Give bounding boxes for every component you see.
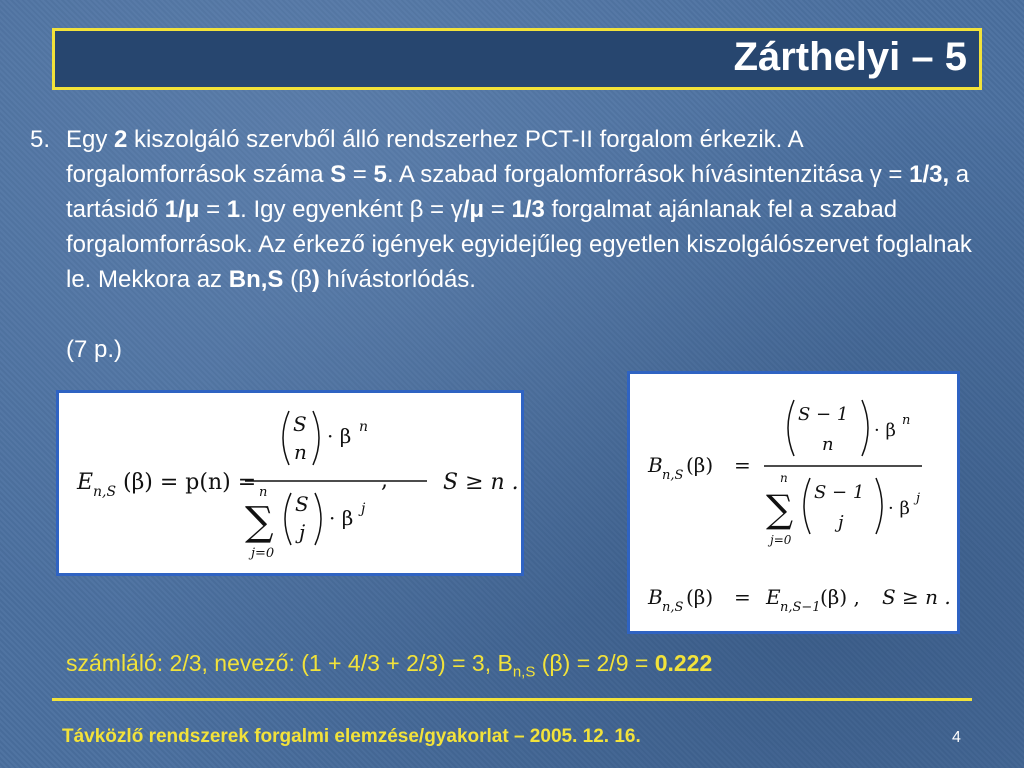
f1-sum-bot: j=0 [251, 546, 275, 561]
f2-top-pow: · β [874, 420, 896, 441]
f2-sum-top: n [780, 471, 788, 485]
f1-lhs: E [77, 470, 94, 495]
f2-line2-rhs-sub: n,S−1 [780, 600, 821, 615]
points-note: (7 p.) [66, 336, 123, 363]
page-number: 4 [952, 729, 961, 746]
f1-bot-upper: S [295, 492, 309, 516]
f1-bot-lower: j [299, 520, 306, 544]
f2-arg: (β) [686, 453, 714, 477]
f1-bot-exp: j [361, 501, 366, 517]
f1-comma: , [381, 468, 388, 493]
problem-number: 5. [30, 126, 51, 153]
answer-line: számláló: 2/3, nevező: (1 + 4/3 + 2/3) = 3, $B_{n,S}$ (β) = 2/9 = 0.222 [66, 650, 713, 681]
f2-line2-rhs: E [766, 585, 781, 609]
f1-arg: (β) = p(n) = [123, 470, 257, 495]
problem-paragraph: Egy 2 kiszolgáló szervből álló rendszerhez PCT-II forgalom érkezik. A forgalomforrások száma S = 5. A szabad forgalomforrások hívásintenzitása γ = 1/3, a tartásidő 1/μ = 1. Igy egyenként β = γ/μ = 1/3 forgalmat ajánlanak fel a szabad forgalomforrások. Az érkező igények egyidejűleg egyetlen kiszolgálószervet foglalnak le. Mekkora az Bn,S (β) hívástorlódás. [66, 126, 972, 293]
f1-top-exp: n [359, 419, 369, 435]
f2-bot-upper: S − 1 [814, 482, 865, 503]
f2-top-lower: n [822, 434, 834, 455]
footer-text: Távközlő rendszerek forgalmi elemzése/gyakorlat – 2005. 12. 16. [62, 726, 641, 747]
formula-blocking-box [627, 371, 960, 634]
f2-bot-pow: · β [888, 498, 910, 519]
f2-sum-bot: j=0 [770, 533, 792, 547]
f1-sum-symbol: ∑ [245, 499, 274, 545]
f2-sum-symbol: ∑ [766, 487, 794, 531]
f2-eq: = [734, 453, 751, 477]
problem-text [30, 122, 980, 297]
f2-line2-lhs: B [648, 585, 663, 609]
f2-line2-arg: (β) [686, 585, 714, 609]
f1-lhs-sub: n,S [93, 484, 117, 500]
formula-blocking [630, 374, 957, 631]
f2-line2-rhs-arg: (β) , [820, 585, 860, 609]
f2-line2-cond: S ≥ n . [882, 585, 951, 609]
f1-condition: S ≥ n . [443, 470, 519, 495]
formula-engset-box [56, 390, 524, 576]
f1-top-pow: · β [327, 424, 352, 448]
f2-line2-sub: n,S [662, 600, 684, 615]
slide-title: Zárthelyi – 5 [733, 35, 967, 79]
formula-engset [59, 393, 521, 573]
f1-top-lower: n [294, 440, 307, 464]
f2-lhs-sub: n,S [662, 468, 684, 483]
f2-lhs: B [648, 453, 663, 477]
f1-sum-top: n [259, 485, 268, 500]
answer-result: 0.222 [654, 650, 713, 676]
f2-bot-exp: j [916, 491, 921, 506]
title-box [52, 28, 982, 90]
f2-top-exp: n [902, 413, 911, 428]
f1-top-upper: S [293, 412, 307, 436]
footer-divider [52, 698, 972, 701]
f2-top-upper: S − 1 [798, 404, 849, 425]
f2-line2-eq: = [734, 585, 751, 609]
f2-bot-lower: j [838, 512, 844, 533]
f1-bot-pow: · β [329, 506, 354, 530]
